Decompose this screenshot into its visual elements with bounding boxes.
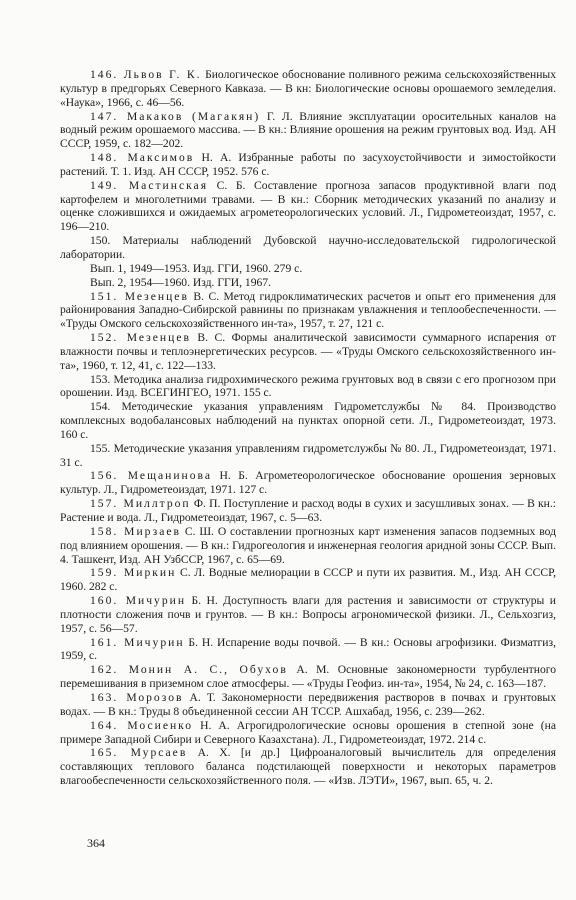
reference-text: 154. Методические указания управлениям Гидрометслужбы № 84. Производство комплексных водобалансовых наблюдений на пунктах опорной сети. Л., Гидрометеоиздат, 1973. 160 с. [60,400,556,441]
reference-entry [60,262,556,276]
reference-author: 148. Максимов [90,151,195,165]
reference-text: Вып. 2, 1954—1960. Изд. ГГИ, 1967. [90,275,271,289]
reference-entry [60,400,556,442]
reference-text: А. М. Основные закономерности турбулентного перемешивания в приземном слое атмосферы. — «Труды Геофиз. ин-та», 1954, № 24, с. 163—187. [60,663,557,691]
reference-entry [60,276,556,290]
reference-entry [60,469,556,497]
reference-text: С. Б. Составление прогноза запасов продуктивной влаги под картофелем и многолетними травами. — В кн.: Сборник методических указаний по анализу и оценке сложившихся и ожидаемых агрометеорологических условий. Л., Гидрометеоиздат, 1957, с. 196—210. [60,178,556,234]
reference-list [60,68,556,788]
reference-author: 164. Мосиенко [90,718,194,732]
reference-author: 160. Мичурин [90,594,187,608]
reference-text: 150. Материалы наблюдений Дубовской научно-исследовательской гидрологической лаборатории. [60,234,556,261]
reference-author: 147. Макаков (Магакян) [90,109,261,123]
reference-entry [60,442,556,470]
reference-text: Ф. П. Поступление и расход воды в сухих и засушливых зонах. — В кн.: Растение и вода. Л., Гидрометеоиздат, 1967, с. 5—63. [60,497,557,524]
reference-entry [60,68,556,110]
reference-author: 159. Миркин [90,566,177,580]
reference-text: С. Л. Водные мелиорации в СССР и пути их развития. М., Изд. АН СССР, 1960. 282 с. [60,566,556,594]
reference-entry [60,636,556,664]
reference-entry [60,373,556,401]
reference-text: С. Ш. О составлении прогнозных карт изменения запасов подземных вод под влиянием орошения. — В кн.: Гидрогеология и инженерная геология аридной зоны СССР. Вып. 4. Ташкент, Изд. АН УзбССР, 1967, с. 65—69. [60,524,556,566]
reference-entry [60,566,556,594]
reference-author: 146. Львов Г. К. [90,68,202,81]
reference-entry [60,746,556,788]
reference-text: Н. А. Избранные работы по засухоустойчивости и зимостойкости растений. Т. 1. Изд. АН СССР, 1952. 576 с. [60,151,556,178]
reference-text: Г. Л. Влияние эксплуатации оросительных каналов на водный режим орошаемого массива. — В кн.: Влияние орошения на режим грунтовых вод. Изд. АН СССР, 1959, с. 182—202. [60,109,556,151]
reference-entry [60,151,556,179]
reference-text: 155. Методические указания управлениям гидрометслужбы № 80. Л., Гидрометеоиздат, 1971. 31 с. [60,441,556,469]
reference-author: 163. Морозов [90,690,184,704]
page-number: 364 [87,836,105,850]
reference-entry [60,525,556,567]
reference-text: Н. А. Агрогидрологические основы орошения в степной зоне (на примере Западной Сибири и Северного Казахстана). Л., Гидрометеоиздат, 1972. 214 с. [60,718,556,746]
reference-entry [60,234,556,262]
reference-author: 161. Мичурин [90,635,185,649]
reference-entry [60,663,556,691]
reference-entry [60,594,556,636]
reference-author: 158. Мирзаев [90,524,181,538]
reference-author: 149. Мастинская [90,178,209,192]
reference-author: 152. Мезенцев [90,331,191,345]
reference-entry [60,497,556,525]
reference-author: 165. Мурсаев [90,746,188,760]
reference-author: 156. Мещанинова [90,469,213,483]
reference-text: А. Х. [и др.] Цифроаналоговый вычислитель для определения составляющих теплового баланса подстилающей поверхности и некоторых параметров влагообеспеченности сельскохозяйственного поля. — «Изв. ЛЭТИ», 1967, вып. 65, ч. 2. [60,746,557,788]
reference-text: А. Т. Закономерности передвижения растворов в почвах и грунтовых водах. — В кн.: Труды 8 объединенной сессии АН ТССР. Ашхабад, 1956, с. 239—262. [60,690,556,718]
reference-text: Биологическое обоснование поливного режима сельскохозяйственных культур в предгорьях Северного Кавказа. — В кн: Биологические основы орошаемого земледелия. «Наука», 1966, с. 46—56. [60,68,557,109]
reference-entry [60,691,556,719]
reference-entry [60,719,556,747]
reference-entry [60,290,556,332]
reference-entry [60,110,556,152]
reference-text: В. С. Формы аналитической зависимости суммарного испарения от влажности почвы и теплоэнергетических ресурсов. — «Труды Омского сельскохозяйственного ин-та», 1960, т. 12, 41, с. 122—133. [60,331,556,372]
reference-text: Б. Н. Доступность влаги для растения и зависимости от структуры и плотности сложения почв и грунтов. — В кн.: Вопросы агрономической физики. Л., Сельхозгиз, 1957, с. 56—57. [60,594,556,635]
reference-entry [60,179,556,234]
reference-text: Вып. 1, 1949—1953. Изд. ГГИ, 1960. 279 с. [90,261,303,275]
reference-author: 157. Миллтроп [90,497,191,511]
reference-author: 162. Монин А. С., Обухов [90,663,288,677]
reference-text: Н. Б. Агрометеорологическое обоснование орошения зерновых культур. Л., Гидрометеоиздат, 1971. 127 с. [60,469,556,497]
reference-text: 153. Методика анализа гидрохимического режима грунтовых вод в связи с его прогнозом при орошении. Изд. ВСЕГИНГЕО, 1971. 155 с. [60,372,556,400]
reference-author: 151. Мезенцев [90,289,189,303]
reference-text: В. С. Метод гидроклиматических расчетов и опыт его применения для районирования Западно-Сибирской равнины по признакам увлажнения и теплообеспеченности. — «Труды Омского сельскохозяйственного ин-та», 1957, т. 27, 121 с. [60,289,556,331]
reference-entry [60,331,556,373]
reference-text: Б. Н. Испарение воды почвой. — В кн.: Основы агрофизики. Физматгиз, 1959, с. [60,635,556,663]
